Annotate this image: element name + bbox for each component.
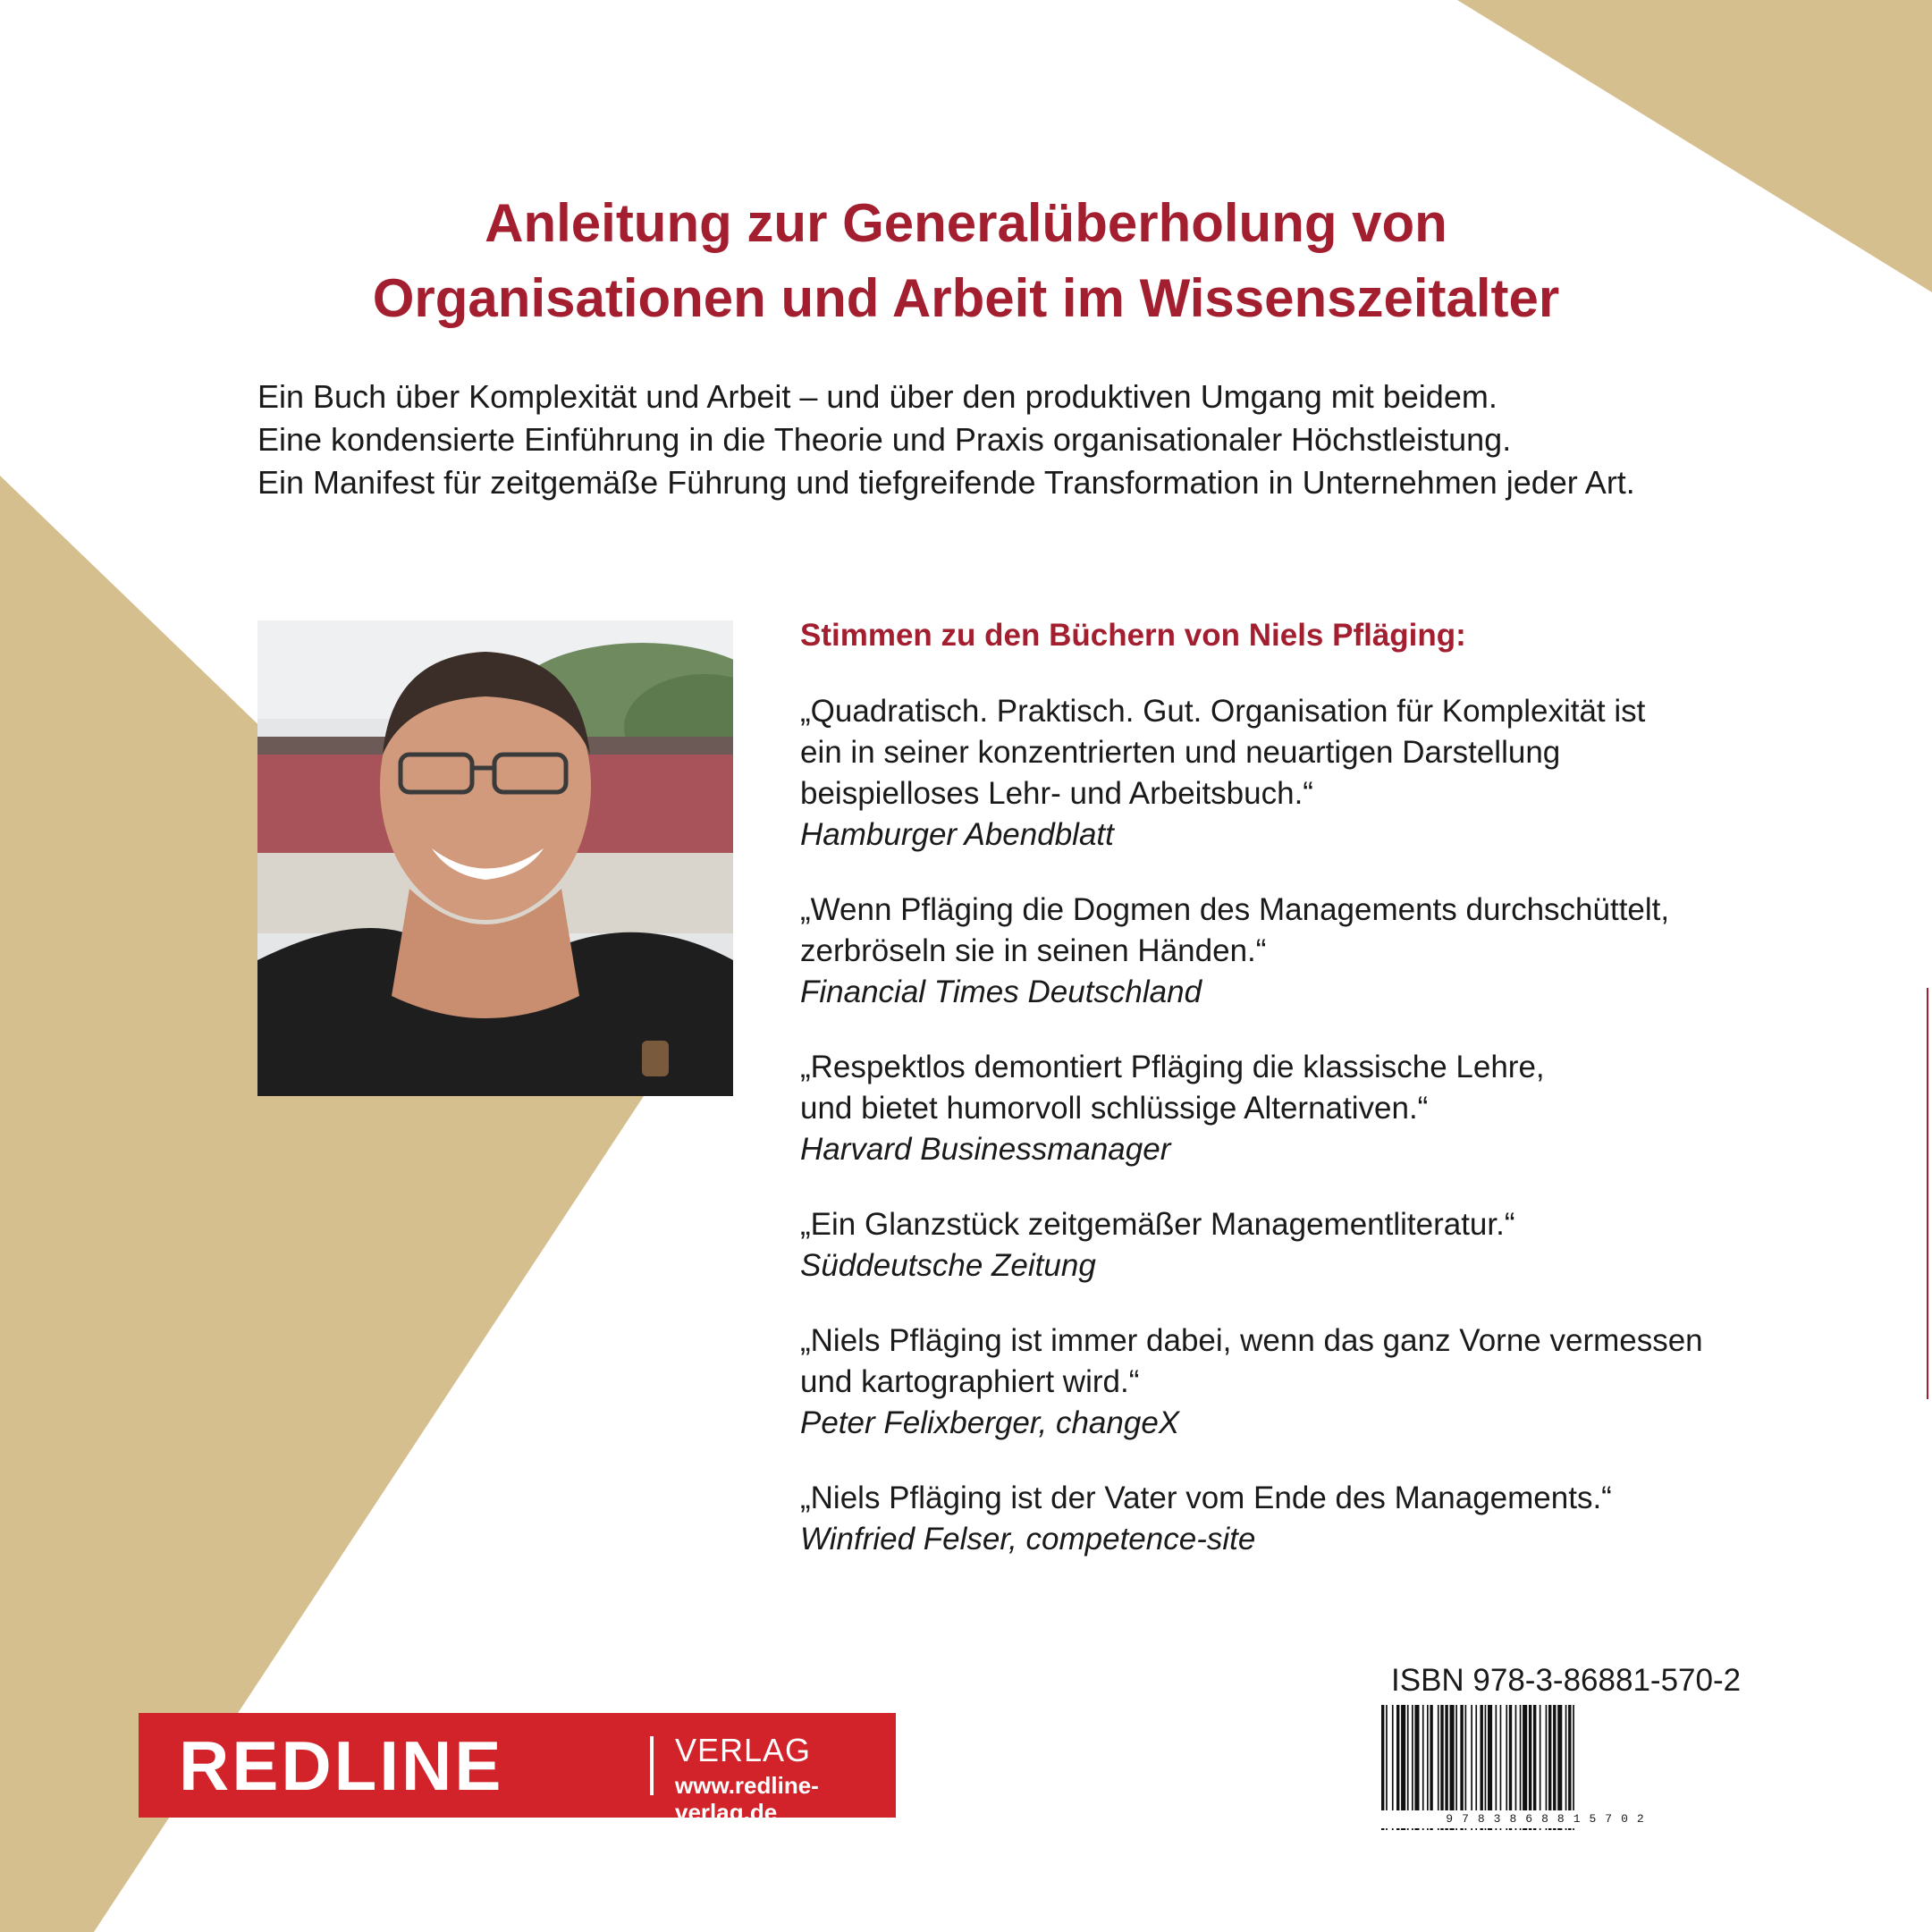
quote-text-line: „Wenn Pfläging die Dogmen des Managements durchschüttelt,: [800, 892, 1670, 927]
intro-line-2: Eine kondensierte Einführung in die Theorie und Praxis organisationaler Höchstleistung.: [257, 421, 1512, 458]
edge-mark: [1927, 988, 1928, 1399]
title-line-1: Anleitung zur Generalüberholung von: [485, 193, 1447, 253]
publisher-verlag: VERLAG: [675, 1732, 812, 1768]
quote-text-line: „Niels Pfläging ist immer dabei, wenn das ganz Vorne vermessen: [800, 1323, 1703, 1358]
quote-source: Peter Felixberger, changeX: [800, 1405, 1180, 1440]
quote-text-line: „Niels Pfläging ist der Vater vom Ende des Managements.“: [800, 1481, 1612, 1515]
quote-item: [800, 890, 1855, 1013]
quote-source: Financial Times Deutschland: [800, 974, 1202, 1009]
quote-text-line: „Ein Glanzstück zeitgemäßer Managementliteratur.“: [800, 1207, 1515, 1242]
quote-item: [800, 1047, 1855, 1170]
publisher-logo: [139, 1713, 896, 1826]
intro-line-1: Ein Buch über Komplexität und Arbeit – und über den produktiven Umgang mit beidem.: [257, 378, 1498, 415]
quote-text-line: beispielloses Lehr- und Arbeitsbuch.“: [800, 776, 1313, 811]
intro-line-3: Ein Manifest für zeitgemäße Führung und tiefgreifende Transformation in Unternehmen jeder Art.: [257, 464, 1635, 501]
quote-text-line: und kartographiert wird.“: [800, 1364, 1140, 1399]
quote-text-line: „Respektlos demontiert Pfläging die klassische Lehre,: [800, 1050, 1545, 1084]
isbn-label: ISBN 978-3-86881-570-2: [1391, 1663, 1742, 1698]
quote-source: Süddeutsche Zeitung: [800, 1248, 1096, 1283]
quote-text-line: und bietet humorvoll schlüssige Alternativen.“: [800, 1091, 1429, 1126]
quote-text-line: ein in seiner konzentrierten und neuartigen Darstellung: [800, 735, 1561, 770]
cover-title: [0, 186, 1932, 336]
title-line-2: Organisationen und Arbeit im Wissenszeitalter: [372, 268, 1560, 328]
quotes-section: [800, 612, 1855, 1594]
publisher-url: www.redline-verlag.de: [675, 1772, 819, 1826]
publisher-name: REDLINE: [179, 1726, 504, 1805]
intro-text: [257, 375, 1777, 504]
quote-text-line: zerbröseln sie in seinen Händen.“: [800, 933, 1267, 968]
quote-source: Winfried Felser, competence-site: [800, 1522, 1256, 1557]
quote-item: [800, 691, 1855, 856]
quote-item: [800, 1204, 1855, 1287]
quote-source: Hamburger Abendblatt: [800, 817, 1114, 852]
quote-text-line: „Quadratisch. Praktisch. Gut. Organisation für Komplexität ist: [800, 694, 1646, 729]
quotes-heading: Stimmen zu den Büchern von Niels Pfläging:: [800, 618, 1466, 653]
quote-item: [800, 1478, 1855, 1560]
logo-divider: [650, 1736, 654, 1795]
author-photo: [257, 620, 733, 1096]
barcode-digits: 9783868815702: [1379, 1810, 1719, 1828]
author-portrait-icon: [257, 620, 733, 1096]
quote-item: [800, 1320, 1855, 1444]
quote-source: Harvard Businessmanager: [800, 1132, 1171, 1167]
